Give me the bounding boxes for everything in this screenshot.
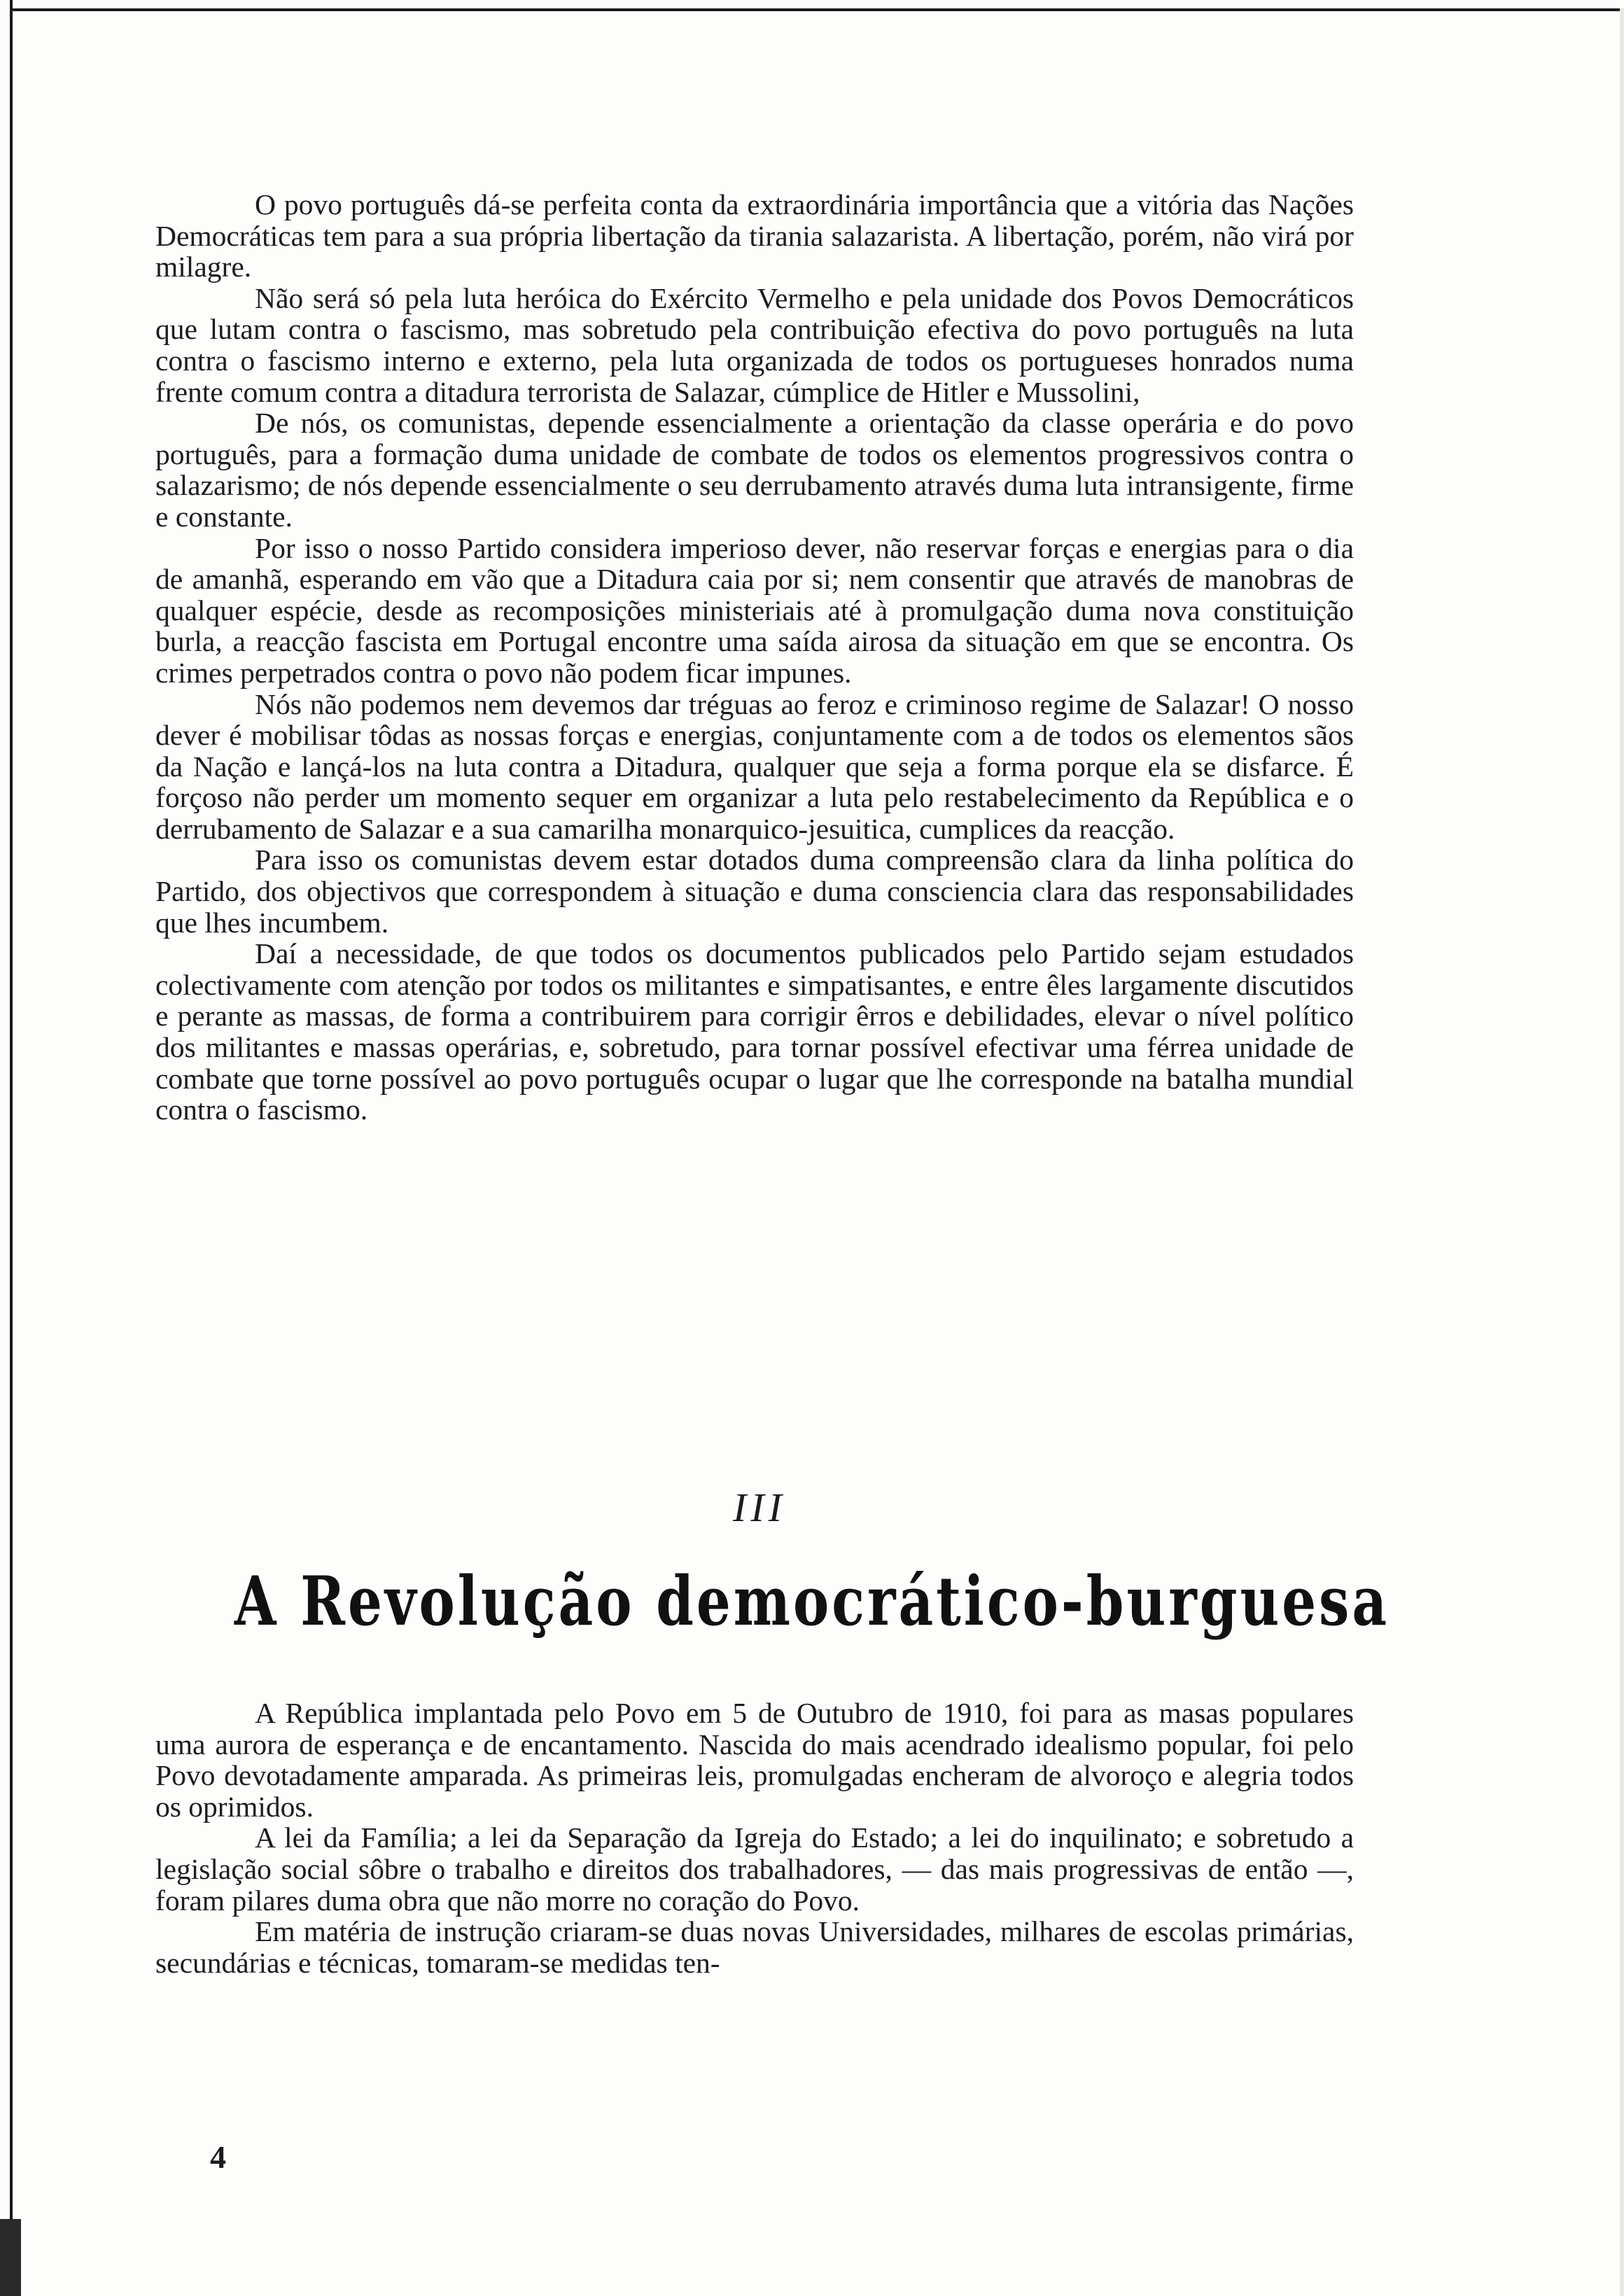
paragraph: A lei da Família; a lei da Separação da Igreja do Estado; a lei do inquilinato; e sobretudo a legislação social sôbre o trabalho e direitos dos trabalhadores, — das mais progressivas de então —, foram pilares duma obra que não morre no coração do Povo. xyxy=(155,1821,1354,1917)
section-separator: III xyxy=(733,1485,786,1530)
paragraph: Daí a necessidade, de que todos os documentos publicados pelo Partido sejam estudados colectivamente com atenção por todos os militantes e simpatisantes, e entre êles largamente discutidos e perante as massas, de forma a contribuirem para corrigir êrros e debilidades, elevar o nível político dos militantes e massas operárias, e, sobretudo, para tornar possível efectivar uma férrea unidade de combate que torne possível ao povo português ocupar o lugar que lhe corresponde na batalha mundial contra o fascismo. xyxy=(155,937,1354,1126)
paragraph: Por isso o nosso Partido considera imperioso dever, não reservar forças e energias para o dia de amanhã, esperando em vão que a Ditadura caia por si; nem consentir que através de manobras de qualquer espécie, desde as recomposições ministeriais até à promulgação duma nova constituição burla, a reacção fascista em Portugal encontre uma saída airosa da situação em que se encontra. Os crimes perpetrados contra o povo não podem ficar impunes. xyxy=(155,531,1354,689)
scan-edge-right xyxy=(1620,8,1624,2296)
paragraph: O povo português dá-se perfeita conta da extraordinária importância que a vitória das Nações Democráticas tem para a sua própria libertação da tirania salazarista. A libertação, porém, não virá por milagre. xyxy=(155,188,1354,284)
paragraph: De nós, os comunistas, depende essencialmente a orientação da classe operária e do povo português, para a formação duma unidade de combate de todos os elementos progressivos contra o salazarismo; de nós depende essencialmente o seu derrubamento através duma luta intransigente, firme e constante. xyxy=(155,407,1354,533)
paragraph: Nós não podemos nem devemos dar tréguas ao feroz e criminoso regime de Salazar! O nosso dever é mobilisar tôdas as nossas forças e energias, conjuntamente com a de todos os elementos sãos da Nação e lançá-los na luta contra a Ditadura, qualquer que seja a forma porque ela se disfarce. É forçoso não perder um momento sequer em organizar a luta pelo restabelecimento da República e o derrubamento de Salazar e a sua camarilha monarquico-jesuitica, cumplices da reacção. xyxy=(155,687,1354,845)
scan-edge-left xyxy=(10,0,13,2296)
paragraph: Em matéria de instrução criaram-se duas novas Universidades, milhares de escolas primárias, secundárias e técnicas, tomaram-se medidas ten- xyxy=(155,1915,1354,1979)
page-number: 4 xyxy=(210,2139,226,2175)
body-text-top xyxy=(155,189,1354,1126)
section-title: A Revolução democrático-burguesa xyxy=(234,1562,1390,1641)
paragraph: Para isso os comunistas devem estar dotados duma compreensão clara da linha política do Partido, dos objectivos que correspondem à situação e duma consciencia clara das responsabilidades que lhes incumbem. xyxy=(155,844,1354,939)
body-text-bottom xyxy=(155,1698,1354,1978)
scan-edge-foot xyxy=(0,2219,21,2296)
scan-edge-top xyxy=(10,8,1624,11)
paragraph: Não será só pela luta heróica do Exército Vermelho e pela unidade dos Povos Democráticos que lutam contra o fascismo, mas sobretudo pela contribuição efectiva do povo português na luta contra o fascismo interno e externo, pela luta organizada de todos os portugueses honrados numa frente comum contra a ditadura terrorista de Salazar, cúmplice de Hitler e Mussolini, xyxy=(155,281,1354,408)
paragraph: A República implantada pelo Povo em 5 de Outubro de 1910, foi para as masas populares uma aurora de esperança e de encantamento. Nascida do mais acendrado idealismo popular, foi pelo Povo devotadamente amparada. As primeiras leis, promulgadas encheram de alvoroço e alegria todos os oprimidos. xyxy=(155,1697,1354,1823)
